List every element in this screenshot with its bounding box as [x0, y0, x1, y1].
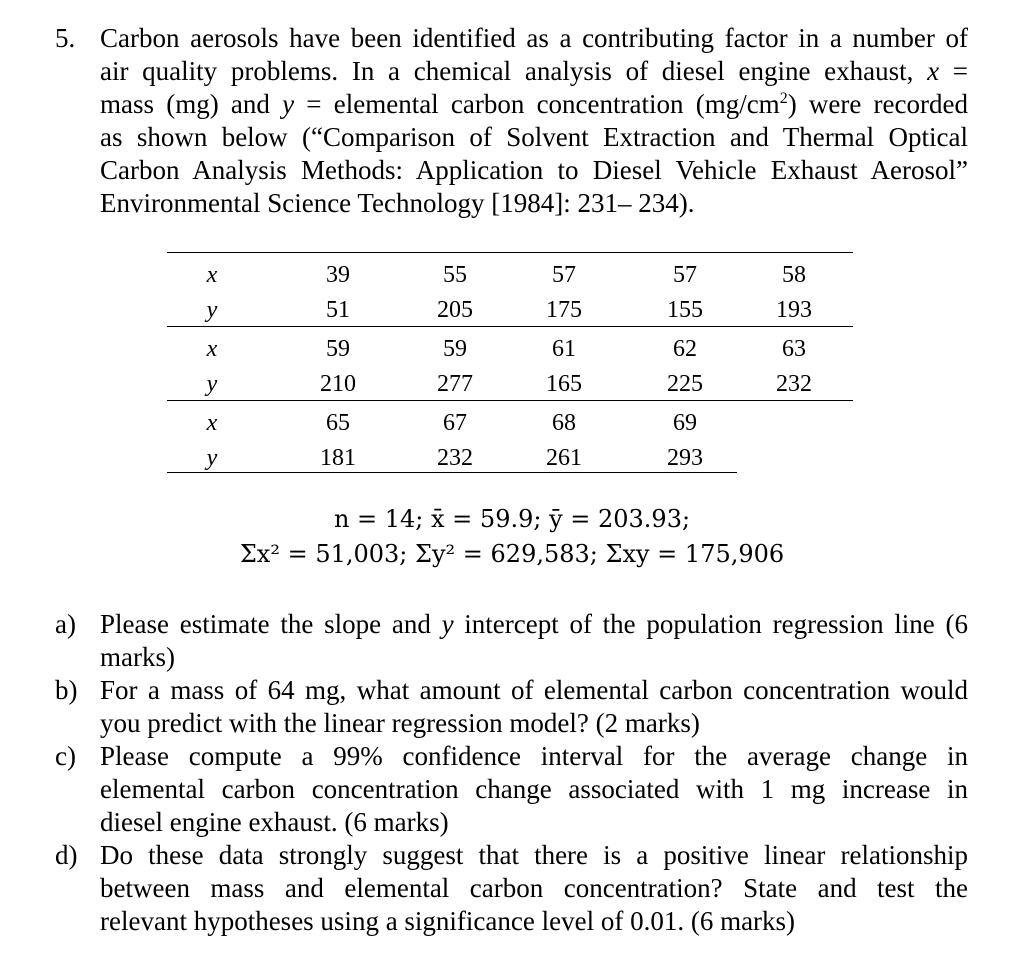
part-c: [55, 740, 968, 839]
question-text: [100, 22, 968, 220]
part-c-line-1: Please compute a 99% confidence interval for the average change in: [100, 741, 968, 771]
question-number: 5.: [55, 23, 76, 53]
question-line-2: air quality problems. In a chemical analysis of diesel engine exhaust, x =: [100, 56, 968, 86]
part-d-line-2: between mass and elemental carbon concentration? State and test the: [100, 873, 968, 903]
part-b-line-1: For a mass of 64 mg, what amount of elemental carbon concentration would: [100, 675, 968, 705]
part-a-line-2: marks): [100, 642, 175, 672]
part-b-label: b): [55, 675, 78, 705]
summary-line-2: Σx² = 51,003; Σy² = 629,583; Σxy = 175,906: [239, 540, 785, 568]
part-a-line-1: Please estimate the slope and y intercept of the population regression line (6: [100, 609, 969, 639]
table-row-x-1: x 39 55 57 57 58: [206, 262, 806, 288]
part-d-line-3: relevant hypotheses using a significance level of 0.01. (6 marks): [100, 906, 796, 936]
table-row-x-3: x 65 67 68 69: [206, 410, 697, 436]
part-a-label: a): [55, 609, 76, 639]
part-b-line-2: you predict with the linear regression model? (2 marks): [100, 708, 700, 738]
part-a: [55, 608, 968, 674]
question-line-5: Carbon Analysis Methods: Application to Diesel Vehicle Exhaust Aerosol”: [100, 155, 968, 185]
part-d-line-1: Do these data strongly suggest that there is a positive linear relationship: [100, 840, 968, 870]
part-d: [55, 839, 968, 938]
part-c-line-2: elemental carbon concentration change associated with 1 mg increase in: [100, 774, 968, 804]
table-top-rule: [167, 252, 853, 253]
part-b: [55, 674, 968, 740]
question-line-4: as shown below (“Comparison of Solvent Extraction and Thermal Optical: [100, 122, 968, 152]
table-row-x-2: x 59 59 61 62 63: [206, 336, 806, 362]
question-line-6: Environmental Science Technology [1984]: 231– 234).: [100, 188, 695, 218]
sub-questions: [55, 608, 968, 938]
table-row-y-2: y 210 277 165 225 232: [206, 371, 812, 397]
question-line-3: mass (mg) and y = elemental carbon concentration $(mg/cm^2)$ were recorded: [100, 89, 968, 119]
part-d-label: d): [55, 840, 78, 870]
table-row-y-1: y 51 205 175 155 193: [206, 297, 812, 323]
part-c-line-3: diesel engine exhaust. (6 marks): [100, 807, 449, 837]
table-rule-1: [167, 326, 853, 327]
table-bottom-rule: [167, 472, 737, 473]
table-row-y-3: y 181 232 261 293: [206, 445, 703, 471]
summary-line-1: n = 14; x̄ = 59.9; ȳ = 203.93;: [333, 505, 691, 533]
table-rule-2: [167, 400, 853, 401]
part-c-label: c): [55, 741, 76, 771]
question-line-1: Carbon aerosols have been identified as a contributing factor in a number of: [100, 23, 968, 53]
